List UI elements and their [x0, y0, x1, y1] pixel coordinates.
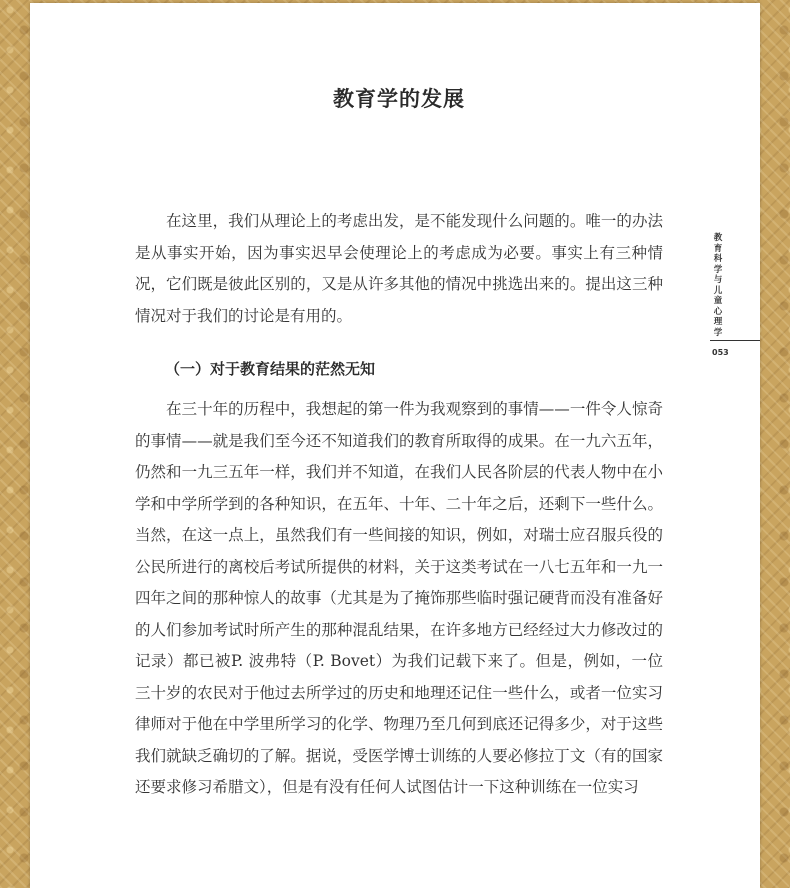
page-title: 教育学的发展 [333, 86, 465, 111]
body-paragraph-2: 在三十年的历程中，我想起的第一件为我观察到的事情——一件令人惊奇的事情——就是我们至今还不知道我们的教育所取得的成果。在一九六五年，仍然和一九三五年一样，我们并不知道，在我们人民各阶层的代表人物中在小学和中学所学到的各种知识，在五年、十年、二十年之后，还剩下一些什么。当然，在这一点上，虽然我们有一些间接的知识，例如，对瑞士应召服兵役的公民所进行的离校后考试所提供的材料，关于这类考试在一八七五年和一九一四年之间的那种惊人的故事（尤其是为了掩饰那些临时强记硬背而没有准备好的人们参加考试时所产生的那种混乱结果，在许多地方已经经过大力修改过的记录）都已被P. 波弗特（P. Bovet）为我们记载下来了。但是，例如，一位三十岁的农民对于他过去所学过的历史和地理还记住一些什么，或者一位实习律师对于他在中学里所学习的化学、物理乃至几何到底还记得多少，对于这些我们就缺乏确切的了解。据说，受医学博士训练的人要必修拉丁文（有的国家还要求修习希腊文），但是有没有任何人试图估计一下这种训练在一位实习 [135, 400, 663, 796]
document-page [30, 3, 760, 888]
running-header-divider [710, 340, 760, 341]
section-heading: （一）对于教育结果的茫然无知 [165, 360, 376, 378]
body-paragraph-1: 在这里，我们从理论上的考虑出发，是不能发现什么问题的。唯一的办法是从事实开始，因为事实迟早会使理论上的考虑成为必要。事实上有三种情况，它们既是彼此区别的，又是从许多其他的情况中挑选出来的。提出这三种情况对于我们的讨论是有用的。 [135, 212, 663, 325]
running-header-book-title: 教育科学与儿童心理学 [713, 233, 723, 338]
page-number: 053 [712, 348, 729, 357]
